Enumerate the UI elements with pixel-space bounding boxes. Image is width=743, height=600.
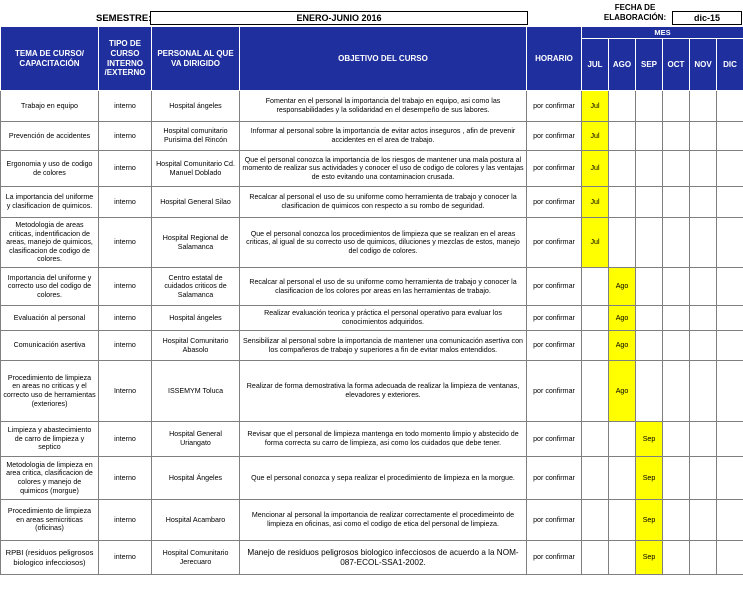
row-horario-cell: por confirmar xyxy=(527,187,582,218)
row-personal-cell: Hospital Ángeles xyxy=(152,457,240,500)
row-month-cell-ago xyxy=(609,122,636,151)
row-month-cell-sep xyxy=(636,187,663,218)
row-tema-cell: Comunicación asertiva xyxy=(1,331,99,361)
row-month-cell-oct xyxy=(663,361,690,422)
row-month-cell-nov xyxy=(690,187,717,218)
row-tema-cell: Evaluación al personal xyxy=(1,306,99,331)
row-personal-cell: ISSEMYM Toluca xyxy=(152,361,240,422)
row-objetivo-cell: Mencionar al personal la importancia de realizar correctamente el procedimeinto de limpieza en oficinas, asi como el codigo de etica del personal de limpieza. xyxy=(240,500,527,541)
row-tema-cell: La importancia del uniforme y clasificacion de quimicos. xyxy=(1,187,99,218)
row-month-cell-oct xyxy=(663,306,690,331)
table-header xyxy=(1,27,743,91)
row-month-cell-ago xyxy=(609,187,636,218)
row-horario-cell: por confirmar xyxy=(527,541,582,575)
row-month-cell-jul xyxy=(582,306,609,331)
row-horario-cell: por confirmar xyxy=(527,151,582,187)
row-month-cell-nov xyxy=(690,91,717,122)
row-month-cell-sep: Sep xyxy=(636,422,663,457)
row-tipo-cell: interno xyxy=(99,306,152,331)
col-horario-header: HORARIO xyxy=(527,27,582,91)
row-month-cell-dic xyxy=(717,331,743,361)
row-month-cell-oct xyxy=(663,422,690,457)
row-tipo-cell: interno xyxy=(99,268,152,306)
row-month-cell-jul xyxy=(582,361,609,422)
row-month-cell-dic xyxy=(717,500,743,541)
table-row xyxy=(1,306,743,331)
row-objetivo-cell: Manejo de residuos peligrosos biologico infecciosos de acuerdo a la NOM-087-ECOL-SSA1-2002. xyxy=(240,541,527,575)
row-month-cell-nov xyxy=(690,268,717,306)
table-row xyxy=(1,187,743,218)
row-tipo-cell: interno xyxy=(99,122,152,151)
row-tema-cell: Metodologia de areas criticas, indentificacion de areas, manejo de quimicos, clasificacion de codigo de colores. xyxy=(1,218,99,268)
row-objetivo-cell: Realizar de forma demostrativa la forma adecuada de realizar la limpieza de ventanas, elevadores y exteriores. xyxy=(240,361,527,422)
row-objetivo-cell: Revisar que el personal de limpieza mantenga en todo momento limpio y abstecido de forma correcta su carro de limpieza, asi como los cuidados que debe tener. xyxy=(240,422,527,457)
row-month-cell-jul xyxy=(582,331,609,361)
row-month-cell-dic xyxy=(717,306,743,331)
row-tema-cell: Metodologia de limpieza en area critica, clasificacion de colores y manejo de quimicos (morgue) xyxy=(1,457,99,500)
row-month-cell-jul: Jul xyxy=(582,218,609,268)
row-month-cell-ago xyxy=(609,218,636,268)
row-horario-cell: por confirmar xyxy=(527,218,582,268)
row-personal-cell: Hospital Comunitario Jerecuaro xyxy=(152,541,240,575)
row-month-cell-sep xyxy=(636,122,663,151)
row-month-cell-sep xyxy=(636,151,663,187)
row-tipo-cell: interno xyxy=(99,541,152,575)
row-personal-cell: Hospital comunitario Purisima del Rincón xyxy=(152,122,240,151)
row-horario-cell: por confirmar xyxy=(527,422,582,457)
table-row xyxy=(1,151,743,187)
row-month-cell-oct xyxy=(663,268,690,306)
row-tipo-cell: interno xyxy=(99,422,152,457)
table-row xyxy=(1,91,743,122)
month-header-oct: OCT xyxy=(663,39,690,91)
row-month-cell-ago: Ago xyxy=(609,268,636,306)
row-month-cell-jul: Jul xyxy=(582,151,609,187)
row-month-cell-ago: Ago xyxy=(609,361,636,422)
row-month-cell-jul: Jul xyxy=(582,187,609,218)
row-month-cell-ago xyxy=(609,500,636,541)
col-tipo-header: TIPO DE CURSO INTERNO /EXTERNO xyxy=(99,27,152,91)
row-personal-cell: Hospital Comunitario Abasolo xyxy=(152,331,240,361)
row-tipo-cell: interno xyxy=(99,331,152,361)
row-month-cell-jul xyxy=(582,541,609,575)
row-personal-cell: Hospital Regional de Salamanca xyxy=(152,218,240,268)
row-month-cell-sep: Sep xyxy=(636,541,663,575)
row-objetivo-cell: Que el personal conozca los procedimientos de limpieza que se realizan en el areas criticas, al igual de su correcto uso de quimicos, diluciones y mezclas de estos, manejo del codigo de colores. xyxy=(240,218,527,268)
row-tipo-cell: interno xyxy=(99,500,152,541)
fecha-label: FECHA DE ELABORACIÓN: xyxy=(603,3,667,22)
row-month-cell-sep: Sep xyxy=(636,500,663,541)
row-month-cell-dic xyxy=(717,268,743,306)
month-header-nov: NOV xyxy=(690,39,717,91)
row-month-cell-nov xyxy=(690,218,717,268)
table-row xyxy=(1,268,743,306)
row-month-cell-oct xyxy=(663,187,690,218)
row-month-cell-nov xyxy=(690,500,717,541)
row-tema-cell: RPBI (residuos peligrosos biologico infecciosos) xyxy=(1,541,99,575)
table-row xyxy=(1,361,743,422)
row-tipo-cell: interno xyxy=(99,218,152,268)
row-month-cell-jul: Jul xyxy=(582,91,609,122)
table-row xyxy=(1,500,743,541)
row-tema-cell: Procedimiento de limpieza en areas semicriticas (oficinas) xyxy=(1,500,99,541)
row-month-cell-sep xyxy=(636,361,663,422)
row-month-cell-oct xyxy=(663,457,690,500)
row-month-cell-nov xyxy=(690,457,717,500)
month-header-sep: SEP xyxy=(636,39,663,91)
row-month-cell-oct xyxy=(663,541,690,575)
row-month-cell-sep xyxy=(636,268,663,306)
row-month-cell-ago xyxy=(609,541,636,575)
row-month-cell-oct xyxy=(663,91,690,122)
row-objetivo-cell: Recalcar al personal el uso de su uniforme como herramienta de trabajo y conocer la clasificacion de quimicos con respecto a su rombo de seguridad. xyxy=(240,187,527,218)
fecha-value: dic-15 xyxy=(672,11,742,25)
table-row xyxy=(1,331,743,361)
row-month-cell-oct xyxy=(663,122,690,151)
row-month-cell-ago xyxy=(609,91,636,122)
row-tema-cell: Prevención de accidentes xyxy=(1,122,99,151)
row-month-cell-dic xyxy=(717,187,743,218)
col-mes-header: MES xyxy=(582,27,743,39)
row-month-cell-dic xyxy=(717,457,743,500)
table-row xyxy=(1,457,743,500)
row-tema-cell: Importancia del uniforme y correcto uso del codigo de colores. xyxy=(1,268,99,306)
row-horario-cell: por confirmar xyxy=(527,331,582,361)
row-horario-cell: por confirmar xyxy=(527,122,582,151)
row-tipo-cell: interno xyxy=(99,187,152,218)
row-month-cell-dic xyxy=(717,218,743,268)
row-horario-cell: por confirmar xyxy=(527,361,582,422)
row-tema-cell: Procedimiento de limpieza en areas no criticas y el correcto uso de herramientas (exteriores) xyxy=(1,361,99,422)
row-objetivo-cell: Informar al personal sobre la importancia de evitar actos inseguros , afin de prevenir accidentes en el area de trabajo. xyxy=(240,122,527,151)
row-tema-cell: Limpieza y abastecimiento de carro de limpieza y septico xyxy=(1,422,99,457)
row-horario-cell: por confirmar xyxy=(527,500,582,541)
row-month-cell-sep xyxy=(636,331,663,361)
table-row xyxy=(1,218,743,268)
row-objetivo-cell: Sensibilizar al personal sobre la importancia de mantener una comunicación asertiva con los compañeros de trabajo y superiores a fin de evitar malos entendidos. xyxy=(240,331,527,361)
month-header-jul: JUL xyxy=(582,39,609,91)
row-month-cell-nov xyxy=(690,151,717,187)
row-month-cell-oct xyxy=(663,331,690,361)
row-month-cell-oct xyxy=(663,151,690,187)
row-month-cell-dic xyxy=(717,122,743,151)
row-month-cell-dic xyxy=(717,361,743,422)
row-month-cell-oct xyxy=(663,500,690,541)
row-horario-cell: por confirmar xyxy=(527,268,582,306)
row-month-cell-dic xyxy=(717,422,743,457)
row-tema-cell: Trabajo en equipo xyxy=(1,91,99,122)
row-month-cell-dic xyxy=(717,151,743,187)
semestre-label: SEMESTRE: xyxy=(96,13,152,24)
row-tema-cell: Ergonomia y uso de codigo de colores xyxy=(1,151,99,187)
row-horario-cell: por confirmar xyxy=(527,306,582,331)
row-personal-cell: Centro estatal de cuidados criticos de Salamanca xyxy=(152,268,240,306)
row-tipo-cell: Interno xyxy=(99,361,152,422)
row-month-cell-dic xyxy=(717,541,743,575)
row-month-cell-jul xyxy=(582,457,609,500)
row-tipo-cell: interno xyxy=(99,151,152,187)
month-header-dic: DIC xyxy=(717,39,743,91)
semestre-value: ENERO-JUNIO 2016 xyxy=(150,11,528,25)
row-month-cell-jul: Jul xyxy=(582,122,609,151)
row-month-cell-ago xyxy=(609,457,636,500)
row-horario-cell: por confirmar xyxy=(527,91,582,122)
row-month-cell-nov xyxy=(690,541,717,575)
row-month-cell-nov xyxy=(690,422,717,457)
row-month-cell-jul xyxy=(582,268,609,306)
row-month-cell-jul xyxy=(582,500,609,541)
row-month-cell-nov xyxy=(690,122,717,151)
row-month-cell-sep xyxy=(636,306,663,331)
row-personal-cell: Hospital General Silao xyxy=(152,187,240,218)
row-month-cell-nov xyxy=(690,331,717,361)
table-row xyxy=(1,122,743,151)
row-month-cell-ago: Ago xyxy=(609,306,636,331)
month-header-ago: AGO xyxy=(609,39,636,91)
col-tema-header: TEMA DE CURSO/ CAPACITACIÓN xyxy=(1,27,99,91)
row-objetivo-cell: Que el personal conozca y sepa realizar el procedimiento de limpieza en la morgue. xyxy=(240,457,527,500)
row-objetivo-cell: Realizar evaluación teorica y práctica el personal operativo para evaluar los conocimientos adquiridos. xyxy=(240,306,527,331)
row-tipo-cell: interno xyxy=(99,457,152,500)
row-month-cell-sep: Sep xyxy=(636,457,663,500)
row-month-cell-nov xyxy=(690,361,717,422)
table-row xyxy=(1,422,743,457)
row-personal-cell: Hospital Acambaro xyxy=(152,500,240,541)
row-horario-cell: por confirmar xyxy=(527,457,582,500)
row-personal-cell: Hospital ángeles xyxy=(152,91,240,122)
row-objetivo-cell: Recalcar al personal el uso de su uniforme como herramienta de trabajo y conocer la clasificacion de los colores por areas en las herramientas de trabajo. xyxy=(240,268,527,306)
row-tipo-cell: interno xyxy=(99,91,152,122)
col-objetivo-header: OBJETIVO DEL CURSO xyxy=(240,27,527,91)
row-month-cell-ago xyxy=(609,422,636,457)
row-month-cell-ago xyxy=(609,151,636,187)
col-personal-header: PERSONAL AL QUE VA DIRIGIDO xyxy=(152,27,240,91)
training-schedule-table xyxy=(0,26,743,575)
row-month-cell-sep xyxy=(636,218,663,268)
row-month-cell-sep xyxy=(636,91,663,122)
row-personal-cell: Hospital ángeles xyxy=(152,306,240,331)
table-row xyxy=(1,541,743,575)
row-month-cell-ago: Ago xyxy=(609,331,636,361)
row-personal-cell: Hospital Comunitario Cd. Manuel Doblado xyxy=(152,151,240,187)
row-month-cell-jul xyxy=(582,422,609,457)
row-month-cell-dic xyxy=(717,91,743,122)
row-objetivo-cell: Fomentar en el personal la importancia del trabajo en equipo, asi como las responsabilidades y la solidaridad en el desempeño de sus labores. xyxy=(240,91,527,122)
row-month-cell-oct xyxy=(663,218,690,268)
row-month-cell-nov xyxy=(690,306,717,331)
row-objetivo-cell: Que el personal conozca la importancia de los riesgos de mantener una mala postura al momento de realizar sus actividades y conocer el uso de codigo de colores y las ventajas de esto evitando una contaminacion crusada. xyxy=(240,151,527,187)
row-personal-cell: Hospital General Uriangato xyxy=(152,422,240,457)
table-body xyxy=(1,91,743,575)
